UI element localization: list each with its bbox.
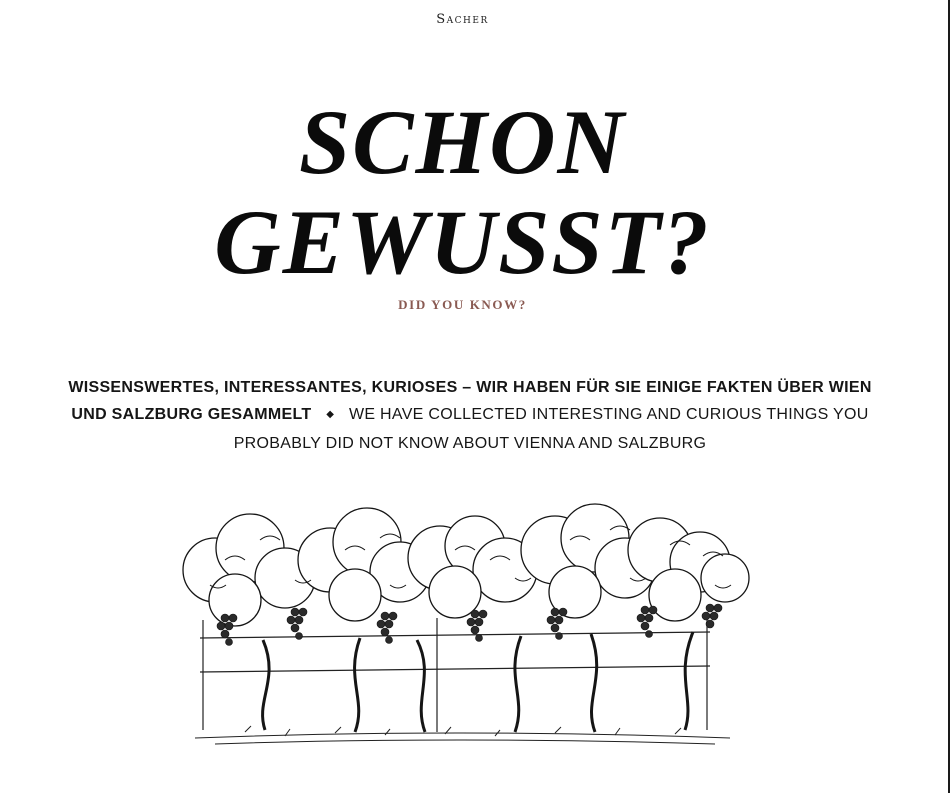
intro-paragraph: [60, 374, 880, 457]
vine-trunks: [263, 632, 693, 732]
title-line-2: GEWUSST?: [214, 191, 711, 293]
trellis-wires: [200, 612, 710, 732]
vine-foliage: [183, 504, 749, 626]
title-line-1: SCHON: [299, 91, 626, 193]
vineyard-illustration: [155, 500, 755, 750]
intro-german: WISSENSWERTES, INTERESSANTES, KURIOSES – WIR HABEN FÜR SIE EINIGE FAKTEN ÜBER WIEN UND SALZBURG GESAMMELT: [68, 379, 872, 423]
page-title: [0, 92, 925, 292]
subtitle: DID YOU KNOW?: [398, 297, 527, 312]
brand-logo: Sacher: [436, 12, 489, 27]
ground-hatching: [195, 726, 730, 744]
intro-english: WE HAVE COLLECTED INTERESTING AND CURIOUS THINGS YOU PROBABLY DID NOT KNOW ABOUT VIENNA AND SALZBURG: [233, 406, 869, 452]
diamond-separator-icon: ◆: [326, 409, 335, 420]
